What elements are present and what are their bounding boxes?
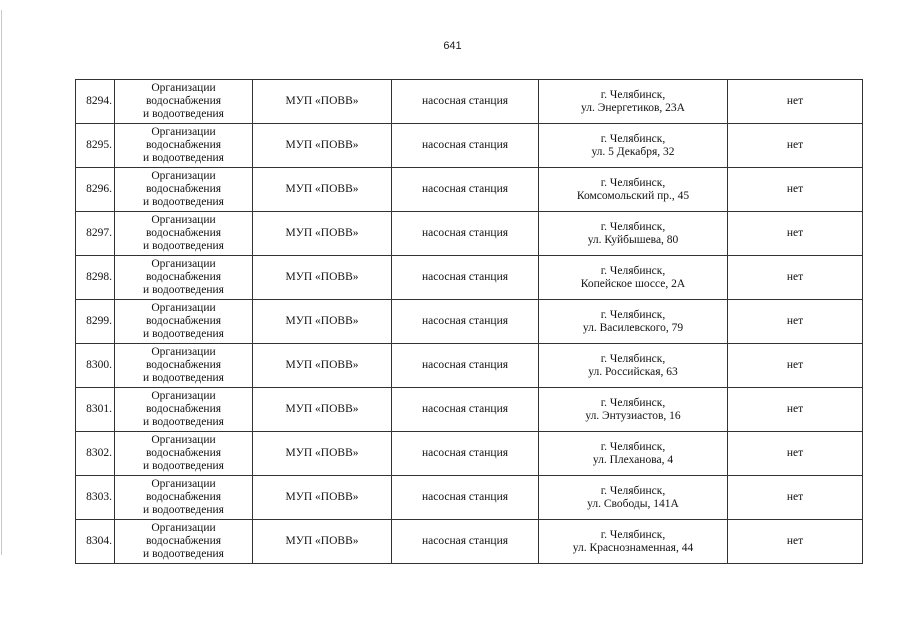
page-edge-line [1,10,2,555]
address-cell [539,344,728,388]
page-number: 641 [443,40,462,52]
organization-cell: МУП «ПОВВ» [253,476,392,520]
category-line-1: Организации [151,302,216,314]
object-type-cell: насосная станция [392,212,539,256]
category-line-3: и водоотведения [143,284,224,296]
object-type-cell: насосная станция [392,432,539,476]
category-line-1: Организации [151,126,216,138]
category-line-3: и водоотведения [143,328,224,340]
row-number: 8298. [76,256,115,300]
category-line-1: Организации [151,170,216,182]
address-cell [539,212,728,256]
organization-cell: МУП «ПОВВ» [253,300,392,344]
table-row [76,476,863,520]
category-line-1: Организации [151,346,216,358]
object-type-cell: насосная станция [392,520,539,564]
address-city: г. Челябинск, [600,176,666,189]
note-cell: нет [728,256,863,300]
address-street: ул. Плеханова, 4 [592,453,674,466]
category-cell [115,520,253,564]
address-street: Копейское шоссе, 2А [580,277,686,290]
category-line-3: и водоотведения [143,152,224,164]
table-row [76,388,863,432]
address-street: ул. Краснознаменная, 44 [572,541,694,554]
note-cell: нет [728,212,863,256]
category-cell [115,80,253,124]
object-type-cell: насосная станция [392,168,539,212]
note-cell: нет [728,520,863,564]
note-cell: нет [728,476,863,520]
category-cell [115,168,253,212]
table-row [76,300,863,344]
address-street: ул. Василевского, 79 [582,321,684,334]
row-number: 8301. [76,388,115,432]
table-row [76,520,863,564]
object-type-cell: насосная станция [392,344,539,388]
note-cell: нет [728,388,863,432]
category-line-1: Организации [151,434,216,446]
row-number: 8302. [76,432,115,476]
address-city: г. Челябинск, [600,528,666,541]
organization-cell: МУП «ПОВВ» [253,168,392,212]
row-number: 8300. [76,344,115,388]
object-type-cell: насосная станция [392,124,539,168]
row-number: 8295. [76,124,115,168]
category-cell [115,432,253,476]
category-line-2: водоснабжения [145,315,222,327]
address-street: Комсомольский пр., 45 [576,189,690,202]
organization-cell: МУП «ПОВВ» [253,212,392,256]
category-cell [115,388,253,432]
category-line-3: и водоотведения [143,240,224,252]
category-line-1: Организации [151,258,216,270]
address-street: ул. Свободы, 141А [587,497,679,510]
note-cell: нет [728,344,863,388]
category-cell [115,212,253,256]
row-number: 8294. [76,80,115,124]
address-cell [539,520,728,564]
organization-cell: МУП «ПОВВ» [253,80,392,124]
table-row [76,212,863,256]
address-city: г. Челябинск, [600,220,666,233]
row-number: 8304. [76,520,115,564]
category-cell [115,300,253,344]
registry-table-body [76,80,863,564]
organization-cell: МУП «ПОВВ» [253,388,392,432]
category-cell [115,344,253,388]
row-number: 8296. [76,168,115,212]
category-cell [115,476,253,520]
address-city: г. Челябинск, [600,440,666,453]
address-street: ул. Российская, 63 [588,365,678,378]
address-cell [539,388,728,432]
organization-cell: МУП «ПОВВ» [253,432,392,476]
address-cell [539,476,728,520]
address-street: ул. Энергетиков, 23А [581,101,685,114]
category-line-1: Организации [151,390,216,402]
object-type-cell: насосная станция [392,388,539,432]
category-line-1: Организации [151,82,216,94]
address-city: г. Челябинск, [600,484,666,497]
category-line-1: Организации [151,522,216,534]
category-line-2: водоснабжения [145,183,222,195]
address-city: г. Челябинск, [600,264,666,277]
note-cell: нет [728,432,863,476]
address-cell [539,168,728,212]
address-cell [539,256,728,300]
category-line-2: водоснабжения [145,359,222,371]
category-cell [115,124,253,168]
category-line-2: водоснабжения [145,447,222,459]
address-city: г. Челябинск, [600,88,666,101]
address-cell [539,124,728,168]
table-row [76,432,863,476]
category-line-2: водоснабжения [145,95,222,107]
address-street: ул. Куйбышева, 80 [587,233,679,246]
row-number: 8297. [76,212,115,256]
category-line-3: и водоотведения [143,460,224,472]
note-cell: нет [728,168,863,212]
address-cell [539,80,728,124]
table-row [76,344,863,388]
category-cell [115,256,253,300]
registry-table [75,79,863,564]
organization-cell: МУП «ПОВВ» [253,124,392,168]
category-line-2: водоснабжения [145,491,222,503]
object-type-cell: насосная станция [392,80,539,124]
category-line-3: и водоотведения [143,548,224,560]
object-type-cell: насосная станция [392,256,539,300]
table-row [76,80,863,124]
category-line-2: водоснабжения [145,227,222,239]
address-cell [539,300,728,344]
organization-cell: МУП «ПОВВ» [253,520,392,564]
category-line-1: Организации [151,478,216,490]
table-row [76,124,863,168]
category-line-2: водоснабжения [145,271,222,283]
category-line-2: водоснабжения [145,535,222,547]
object-type-cell: насосная станция [392,476,539,520]
note-cell: нет [728,124,863,168]
category-line-3: и водоотведения [143,372,224,384]
category-line-3: и водоотведения [143,504,224,516]
organization-cell: МУП «ПОВВ» [253,256,392,300]
address-city: г. Челябинск, [600,308,666,321]
category-line-3: и водоотведения [143,416,224,428]
row-number: 8303. [76,476,115,520]
address-city: г. Челябинск, [600,396,666,409]
note-cell: нет [728,80,863,124]
category-line-1: Организации [151,214,216,226]
address-street: ул. 5 Декабря, 32 [591,145,675,158]
category-line-2: водоснабжения [145,139,222,151]
table-row [76,256,863,300]
category-line-3: и водоотведения [143,196,224,208]
object-type-cell: насосная станция [392,300,539,344]
address-cell [539,432,728,476]
note-cell: нет [728,300,863,344]
row-number: 8299. [76,300,115,344]
table-row [76,168,863,212]
category-line-3: и водоотведения [143,108,224,120]
address-city: г. Челябинск, [600,132,666,145]
address-city: г. Челябинск, [600,352,666,365]
address-street: ул. Энтузиастов, 16 [585,409,681,422]
category-line-2: водоснабжения [145,403,222,415]
organization-cell: МУП «ПОВВ» [253,344,392,388]
